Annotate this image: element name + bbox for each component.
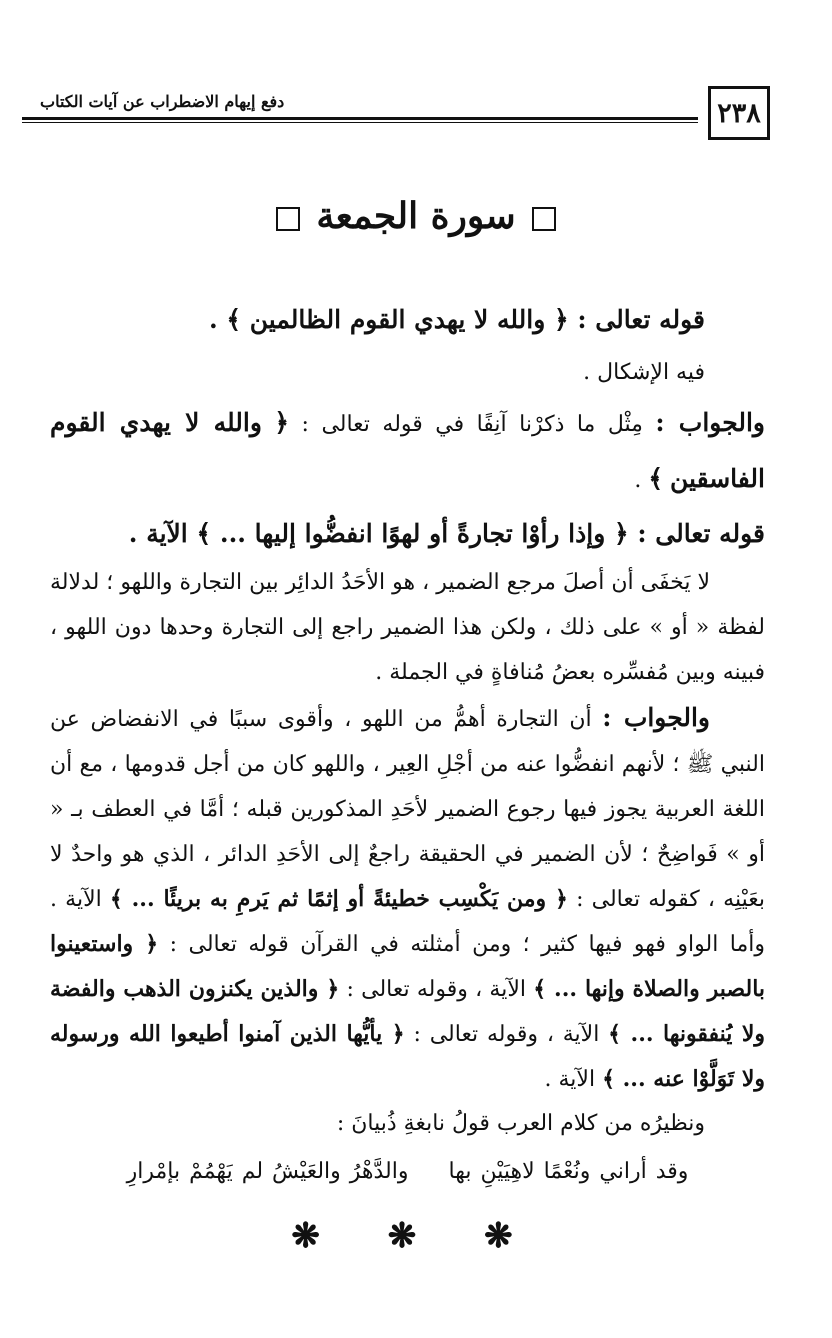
- quran-verse: والله لا يهدي القوم الفاسقين: [50, 408, 765, 493]
- square-ornament-icon: [276, 207, 300, 231]
- answer-text: الآية . وأما الواو فهو فيها كثير ؛ ومن أمثلته في القرآن قوله تعالى :: [50, 887, 765, 957]
- answer-text: الآية .: [544, 1067, 596, 1092]
- quran-verse: وإذا رأوْا تجارةً أو لهوًا انفضُّوا إليها ...: [219, 519, 606, 548]
- running-title: دفع إيهام الاضطراب عن آيات الكتاب: [40, 92, 285, 111]
- header-rule-thin: [22, 122, 698, 123]
- nazir-line: ونظيرُه من كلام العرب قولُ نابغةِ ذُبيانَ :: [336, 1111, 705, 1136]
- sentence-end: .: [634, 468, 642, 493]
- question-label: قوله تعالى :: [577, 305, 705, 334]
- quran-bracket-close-icon: ﴾: [196, 519, 212, 548]
- quran-verse: ﴿ ومن يَكْسِب خطيئةً أو إثمًا ثم يَرمِ به بريئًا ... ﴾: [109, 886, 568, 912]
- quran-verse: ﴿ والذين يكنزون الذهب والفضة ولا يُنفقونها ... ﴾: [50, 976, 766, 1047]
- quran-bracket-close-icon: ﴾: [226, 305, 242, 334]
- section-separator-stars: ❋ ❋ ❋: [291, 1216, 541, 1256]
- page-body: [50, 290, 765, 1198]
- square-ornament-icon: [532, 207, 556, 231]
- quran-bracket-open-icon: ﴿: [614, 519, 629, 548]
- answer-text: مِثْل ما ذكرْنا آنِفًا في قوله تعالى :: [301, 412, 643, 437]
- answer-text: الآية ، وقوله تعالى :: [413, 1022, 600, 1047]
- surah-heading: [0, 195, 832, 237]
- quran-verse: ﴿ يأيُّها الذين آمنوا أطيعوا الله ورسوله ولا تَوَلَّوْا عنه ... ﴾: [50, 1021, 765, 1092]
- question-label: قوله تعالى :: [637, 519, 765, 548]
- answer-1: [50, 396, 765, 508]
- ishkal-line: فيه الإشكال .: [583, 360, 705, 385]
- quran-bracket-open-icon: ﴿: [274, 408, 290, 437]
- poem-verse: [50, 1146, 765, 1198]
- answer-text: الآية ، وقوله تعالى :: [346, 977, 527, 1002]
- poem-hemistich-2: والدَّهْرُ والعَيْشُ لم يَهْمُمْ بإمْرارِ: [126, 1159, 409, 1184]
- answer-2: [50, 695, 765, 1102]
- question-2: [50, 508, 765, 560]
- quran-bracket-close-icon: ﴾: [648, 464, 663, 493]
- answer-text: أن التجارة أهمُّ من اللهو ، وأقوى سببًا في الانفضاض عن النبي ﷺ ؛ لأنهم انفضُّوا عنه من أجْلِ العِير ، واللهو كان من أجل قدومها ، مع أن اللغة العربية يجوز فيها رجوع الضمير لأحَدِ المذكورين قبله ؛ أمَّا في العطف بـ « أو » فَواضِحٌ ؛ لأن الضمير في الحقيقة راجعٌ إلى الأحَدِ الدائر ، الذي هو واحدٌ لا بعَيْنِه ، كقوله تعالى :: [50, 707, 765, 912]
- page-number: ٢٣٨: [708, 86, 770, 140]
- question-1: [50, 290, 765, 350]
- poem-hemistich-1: وقد أراني ونُعْمًا لاهِيَيْنِ بها: [448, 1159, 689, 1184]
- quran-verse: والله لا يهدي القوم الظالمين: [249, 305, 546, 334]
- verse-continuation: الآية .: [128, 519, 188, 548]
- surah-title: سورة الجمعة: [316, 195, 516, 237]
- discussion-paragraph: لا يَخفَى أن أصلَ مرجع الضمير ، هو الأحَدُ الدائِر بين التجارة واللهو ؛ لدلالة لفظة « أو » على ذلك ، ولكن هذا الضمير راجع إلى التجارة وحدها دون اللهو ، فبينه وبين مُفسِّره بعضُ مُنافاةٍ في الجملة .: [50, 570, 765, 685]
- sentence-end: .: [208, 305, 218, 334]
- header-rule: [22, 117, 698, 120]
- answer-label: والجواب :: [655, 408, 765, 437]
- quran-bracket-open-icon: ﴿: [554, 305, 569, 334]
- answer-label: والجواب :: [602, 703, 710, 732]
- quran-verse: ﴿ واستعينوا بالصبر والصلاة وإنها ... ﴾: [50, 931, 766, 1002]
